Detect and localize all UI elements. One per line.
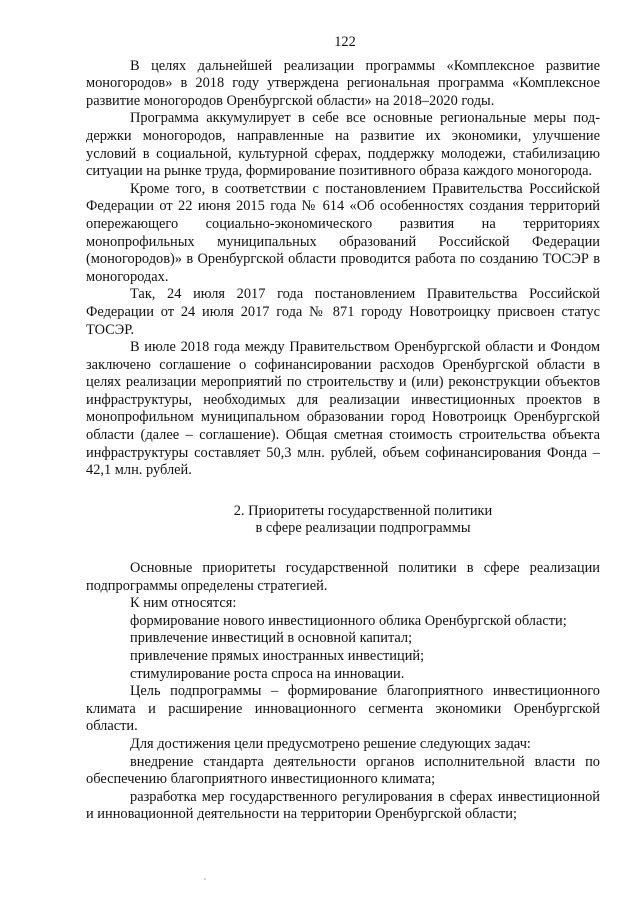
paragraph-monotowns-program: В целях дальнейшей реализации программы «Комплексное развитие моногородов» в 2018 году утверждена региональная программа «Комплексное развитие моногородов Оренбургской области» на 2018–2020 годы.: [86, 57, 600, 109]
document-page: [86, 34, 600, 824]
tasks-lead: Для достижения цели предусмотрено решение следующих задач:: [130, 735, 531, 752]
page-number: 122: [334, 34, 356, 50]
paragraph-tosed-resolution: Кроме того, в соответствии с постановлением Правительства Российской Федерации от 22 июня 2015 года № 614 «Об особенностях создания территорий опережающего социально-экономического развития на территориях монопрофильных муниципальных образований Российской Федерации (моногородов)» в Оренбургской области проводится работа по созданию ТОСЭР в моногородах.: [86, 180, 600, 285]
paragraph-priorities-intro: Основные приоритеты государственной политики в сфере реализации подпрограммы определены стратегией.: [86, 560, 600, 594]
priority-item: стимулирование роста спроса на инновации.: [130, 665, 405, 682]
paragraph-cofinancing-agreement: В июле 2018 года между Правительством Оренбургской области и Фондом заключено соглашение о софинансировании расходов Оренбургской области в целях реализации мероприятий по строительству и (или) реконструкции объектов инфраструктуры, необходимых для реализации инвестиционных проектов в монопрофильном муниципальном образовании город Новотроицк Оренбургской области (далее – соглашение). Общая сметная стоимость строительства объекта инфраструктуры составляет 50,3 млн. рублей, объем софинансирования Фонда – 42,1 млн. рублей.: [86, 339, 600, 479]
paragraph-novotroitsk-status: Так, 24 июля 2017 года постановлением Правительства Российской Федерации от 24 июля 2017 года № 871 городу Новотроицку присвоен статус ТОСЭР.: [86, 286, 600, 338]
task-item: разработка мер государственного регулирования в сферах инвестиционной и инновационной деятельности на территории Оренбургской области;: [86, 788, 600, 823]
paragraph-goal: Цель подпрограммы – формирование благоприятного инвестиционного климата и расширение инновационного сегмента экономики Оренбургской области.: [86, 683, 600, 735]
priority-item: привлечение инвестиций в основной капитал;: [130, 630, 413, 647]
paragraph-program-measures: Программа аккумулирует в себе все основные региональные меры поддержки моногородов, направленные на развитие их экономики, улучшение условий в социальной, культурной сферах, поддержку молодежи, стабилизацию ситуации на рынке труда, формирование позитивного образа каждого моногорода.: [86, 110, 600, 180]
scan-speck: [204, 878, 206, 880]
priority-item: формирование нового инвестиционного облика Оренбургской области;: [130, 612, 567, 629]
priorities-lead: К ним относятся:: [130, 595, 237, 612]
section-heading: [86, 503, 600, 538]
section-heading-line2: в сфере реализации подпрограммы: [255, 520, 471, 537]
section-heading-line1: 2. Приоритеты государственной политики: [233, 502, 493, 519]
priority-item: привлечение прямых иностранных инвестиций;: [130, 648, 425, 664]
task-item: внедрение стандарта деятельности органов исполнительной власти по обеспечению благоприятного инвестиционного климата;: [86, 753, 600, 788]
